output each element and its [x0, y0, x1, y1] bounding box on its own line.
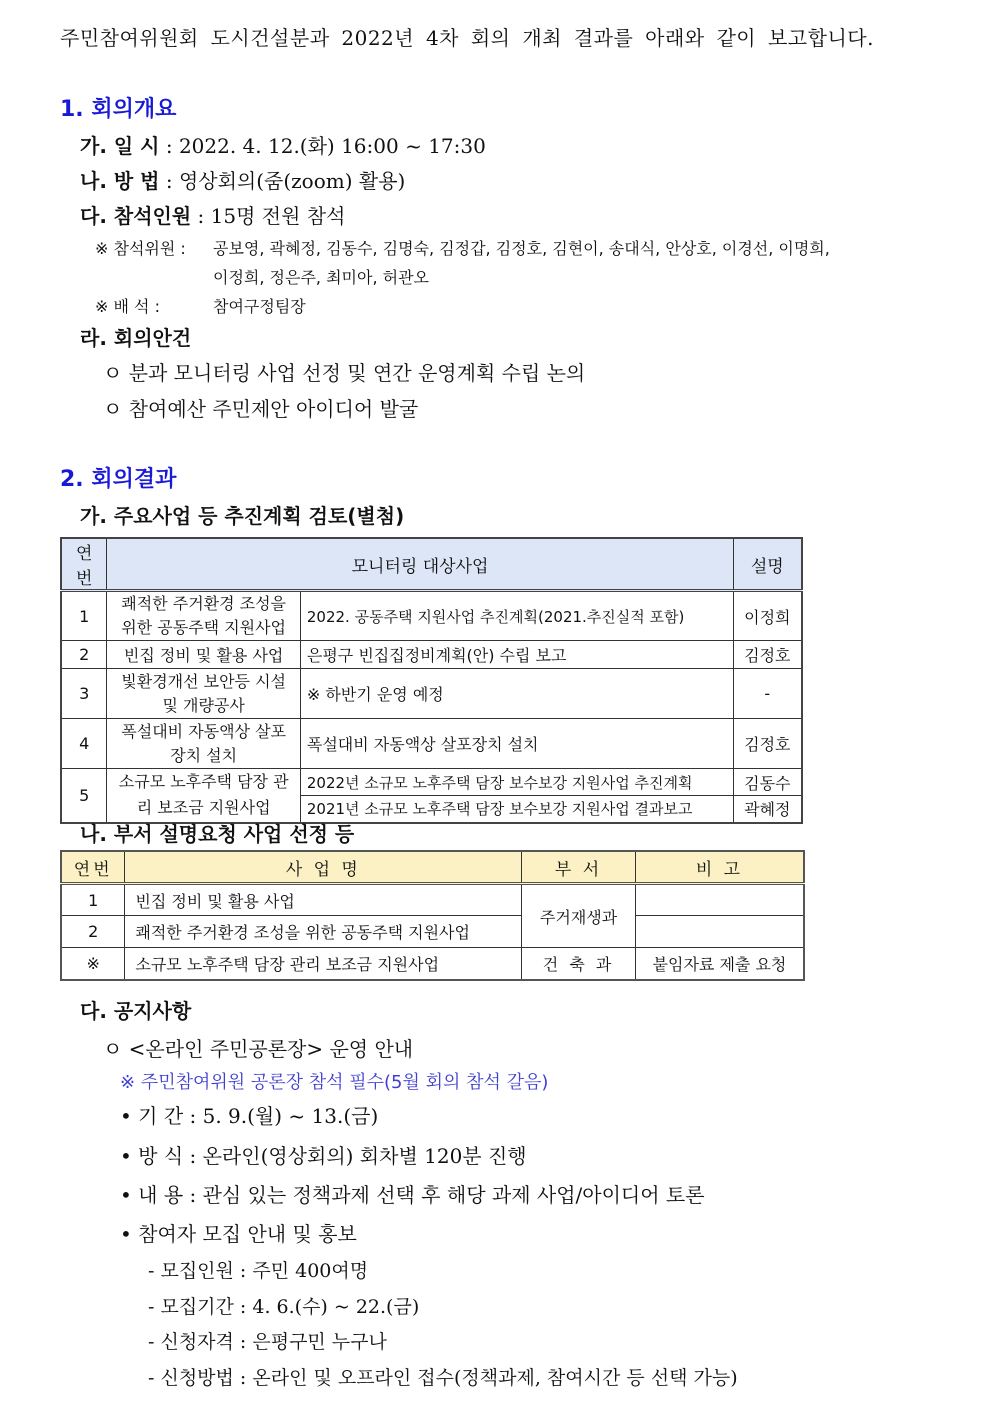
- row-detail: 폭설대비 자동액상 살포장치 설치: [300, 719, 733, 769]
- department-table: [60, 850, 805, 981]
- recruit-count: - 모집인원 : 주민 400여명: [148, 1260, 369, 1282]
- notice-bullet-recruit: • 참여자 모집 안내 및 홍보: [120, 1222, 357, 1246]
- row-no: ※: [61, 948, 125, 980]
- table-row: [61, 884, 804, 916]
- row-detail: 2021년 소규모 노후주택 담장 보수보강 지원사업 결과보고: [300, 796, 733, 823]
- table-row: [61, 719, 802, 769]
- row-person: 김정호: [733, 641, 802, 669]
- monitoring-table: [60, 537, 803, 824]
- table-row: [61, 769, 802, 796]
- overview-attendance: [80, 200, 345, 229]
- recruit-eligibility: - 신청자격 : 은평구민 누구나: [148, 1331, 387, 1353]
- row-no: 3: [61, 669, 107, 719]
- method-value: : 영상회의(줌(zoom) 활용): [165, 169, 406, 193]
- row-detail: 은평구 빈집집정비계획(안) 수립 보고: [300, 641, 733, 669]
- col-project: 모니터링 대상사업: [107, 538, 733, 591]
- section1-title: 1. 회의개요: [60, 97, 177, 122]
- overview-method: [80, 165, 405, 194]
- agenda-item-2: ㅇ 참여예산 주민제안 아이디어 발굴: [103, 397, 419, 421]
- section2-title: 2. 회의결과: [60, 467, 177, 492]
- col-no: 연번: [61, 851, 125, 884]
- table-row: [61, 591, 802, 641]
- table-header-row: [61, 538, 802, 591]
- row-note: 붙임자료 제출 요청: [635, 948, 804, 980]
- notice-headline: ㅇ <온라인 주민공론장> 운영 안내: [103, 1037, 414, 1061]
- table-row: [61, 669, 802, 719]
- row-note: [635, 884, 804, 916]
- row-no: 2: [61, 641, 107, 669]
- row-no: 5: [61, 769, 107, 823]
- date-value: : 2022. 4. 12.(화) 16:00 ~ 17:30: [165, 134, 486, 158]
- row-project: 빛환경개선 보안등 시설 및 개량공사: [107, 669, 300, 719]
- date-label: 가. 일 시: [80, 134, 160, 158]
- sub-a-title: 가. 주요사업 등 추진계획 검토(별첨): [80, 504, 405, 528]
- overview-date: [80, 130, 486, 159]
- row-project: 빈집 정비 및 활용 사업: [107, 641, 300, 669]
- notice-required-note: ※ 주민참여위원 공론장 참석 필수(5월 회의 참석 갈음): [120, 1072, 549, 1093]
- row-name: 쾌적한 주거환경 조성을 위한 공동주택 지원사업: [125, 916, 522, 948]
- row-person: 김동수: [733, 769, 802, 796]
- row-name: 소규모 노후주택 담장 관리 보조금 지원사업: [125, 948, 522, 980]
- row-note: [635, 916, 804, 948]
- recruit-period: - 모집기간 : 4. 6.(수) ~ 22.(금): [148, 1296, 420, 1318]
- attendance-value: : 15명 전원 참석: [197, 204, 346, 228]
- col-no: 연번: [61, 538, 107, 591]
- attendees-label: ※ 참석위원 :: [95, 239, 186, 258]
- row-detail: ※ 하반기 운영 예정: [300, 669, 733, 719]
- attendees-line1: 공보영, 곽혜정, 김동수, 김명숙, 김정갑, 김정호, 김현이, 송대식, 안상호, 이경선, 이명희,: [213, 239, 830, 258]
- col-note: 비 고: [635, 851, 804, 884]
- recruit-application: - 신청방법 : 온라인 및 오프라인 접수(정책과제, 참여시간 등 선택 가능): [148, 1367, 738, 1389]
- agenda-item-1: ㅇ 분과 모니터링 사업 선정 및 연간 운영계획 수립 논의: [103, 361, 586, 385]
- attendees-line2: 이정희, 정은주, 최미아, 허관오: [213, 268, 429, 287]
- row-person: -: [733, 669, 802, 719]
- row-project: 쾌적한 주거환경 조성을 위한 공동주택 지원사업: [107, 591, 300, 641]
- col-name: 사 업 명: [125, 851, 522, 884]
- row-detail: 2022. 공동주택 지원사업 추진계획(2021.추진실적 포함): [300, 591, 733, 641]
- row-no: 1: [61, 884, 125, 916]
- table-row: [61, 948, 804, 980]
- table-row: [61, 641, 802, 669]
- notice-bullet-method: • 방 식 : 온라인(영상회의) 회차별 120분 진행: [120, 1144, 527, 1168]
- row-no: 2: [61, 916, 125, 948]
- row-dept: 건 축 과: [522, 948, 636, 980]
- observer-value: 참여구정팀장: [213, 297, 306, 316]
- notice-bullet-content: • 내 용 : 관심 있는 정책과제 선택 후 해당 과제 사업/아이디어 토론: [120, 1183, 705, 1207]
- row-name: 빈집 정비 및 활용 사업: [125, 884, 522, 916]
- row-person: 김정호: [733, 719, 802, 769]
- agenda-title: 라. 회의안건: [80, 326, 192, 350]
- sub-c-title: 다. 공지사항: [80, 999, 192, 1023]
- table-header-row: [61, 851, 804, 884]
- attendance-label: 다. 참석인원: [80, 204, 192, 228]
- intro-text: 주민참여위원회 도시건설분과 2022년 4차 회의 개최 결과를 아래와 같이 보고합니다.: [60, 26, 874, 50]
- row-dept: 주거재생과: [522, 884, 636, 948]
- row-no: 4: [61, 719, 107, 769]
- row-project: 소규모 노후주택 담장 관리 보조금 지원사업: [107, 769, 300, 823]
- row-person: 곽혜정: [733, 796, 802, 823]
- observer-label: ※ 배 석 :: [95, 297, 160, 316]
- col-dept: 부 서: [522, 851, 636, 884]
- row-detail: 2022년 소규모 노후주택 담장 보수보강 지원사업 추진계획: [300, 769, 733, 796]
- row-no: 1: [61, 591, 107, 641]
- table-row: [61, 916, 804, 948]
- method-label: 나. 방 법: [80, 169, 160, 193]
- row-project: 폭설대비 자동액상 살포 장치 설치: [107, 719, 300, 769]
- notice-bullet-period: • 기 간 : 5. 9.(월) ~ 13.(금): [120, 1104, 379, 1128]
- col-explainer: 설명: [733, 538, 802, 591]
- row-person: 이정희: [733, 591, 802, 641]
- sub-b-title: 나. 부서 설명요청 사업 선정 등: [80, 822, 355, 846]
